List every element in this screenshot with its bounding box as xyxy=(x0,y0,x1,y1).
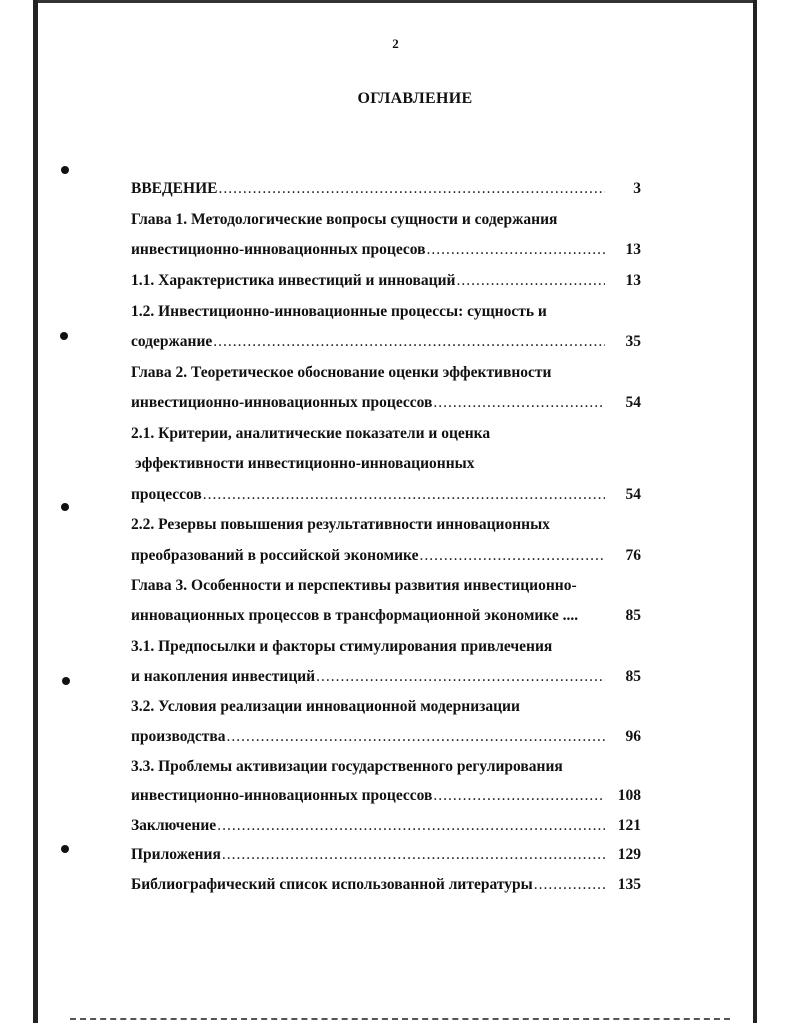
toc-entry-section-2-2[interactable]: 2.2. Резервы повышения результативности инновационных xyxy=(131,516,550,533)
toc-entry-conclusion[interactable]: Заключение ..... 121 xyxy=(131,817,641,841)
dot-leader xyxy=(316,668,605,686)
page-border-left xyxy=(33,0,38,1023)
toc-entry-section-3-1[interactable]: 3.1. Предпосылки и факторы стимулирования привлечения xyxy=(131,638,553,655)
toc-page-number: 85 xyxy=(625,607,641,624)
toc-entry-introduction[interactable]: ВВЕДЕНИЕ ..... 3 xyxy=(131,180,641,204)
toc-entry-chapter-1[interactable]: Глава 1. Методологические вопросы сущности и содержания xyxy=(131,211,558,228)
toc-entry-section-1-2[interactable]: 1.2. Инвестиционно-инновационные процессы: сущность и xyxy=(131,303,547,320)
toc-page-number: 129 xyxy=(617,846,641,863)
toc-entry-section-3-3-cont[interactable]: инвестиционно-инновационных процессов ..... 108 xyxy=(131,787,641,811)
toc-entry-section-2-1-cont[interactable]: эффективности инвестиционно-инновационных xyxy=(135,455,475,472)
page-title: ОГЛАВЛЕНИЕ xyxy=(357,90,473,107)
page-border-bottom xyxy=(70,1018,730,1023)
dot-leader xyxy=(217,817,605,835)
toc-entry-section-1-1[interactable]: 1.1. Характеристика инвестиций и инноваций ..... 13 xyxy=(131,272,641,296)
toc-page-number: 135 xyxy=(617,876,641,893)
toc-entry-section-1-2-cont[interactable]: содержание ..... 35 xyxy=(131,333,641,357)
binding-hole-mark xyxy=(61,845,69,853)
toc-entry-section-2-1-end[interactable]: процессов ..... 54 xyxy=(131,486,641,510)
toc-entry-section-3-2[interactable]: 3.2. Условия реализации инновационной модернизации xyxy=(131,698,520,715)
dot-leader xyxy=(222,846,605,864)
dot-leader xyxy=(456,272,605,290)
toc-entry-section-2-1[interactable]: 2.1. Критерии, аналитические показатели и оценка xyxy=(131,425,491,442)
page-border-right xyxy=(753,0,757,1023)
dot-leader xyxy=(534,876,605,894)
toc-entry-appendices[interactable]: Приложения ..... 129 xyxy=(131,846,641,870)
toc-entry-chapter-3[interactable]: Глава 3. Особенности и перспективы развития инвестиционно- xyxy=(131,577,577,594)
toc-page-number: 121 xyxy=(617,817,641,834)
toc-entry-chapter-3-cont[interactable]: инновационных процессов в трансформационной экономике .... 85 xyxy=(131,607,641,624)
toc-entry-chapter-2[interactable]: Глава 2. Теоретическое обоснование оценки эффективности xyxy=(131,364,552,381)
dot-leader xyxy=(433,394,605,412)
toc-page-number: 54 xyxy=(625,394,641,411)
dot-leader xyxy=(427,241,606,259)
binding-hole-mark xyxy=(61,503,69,511)
binding-hole-mark xyxy=(61,166,69,174)
toc-page-number: 35 xyxy=(625,333,641,350)
toc-entry-chapter-2-cont[interactable]: инвестиционно-инновационных процессов ..... 54 xyxy=(131,394,641,418)
binding-hole-mark xyxy=(60,332,68,340)
toc-page-number: 108 xyxy=(617,787,641,804)
dot-leader xyxy=(203,486,605,504)
dot-leader xyxy=(226,728,605,746)
toc-page-number: 13 xyxy=(625,241,641,258)
toc-page-number: 13 xyxy=(625,272,641,289)
toc-page-number: 3 xyxy=(633,180,641,197)
toc-entry-bibliography[interactable]: Библиографический список использованной литературы ..... 135 xyxy=(131,876,641,900)
toc-entry-section-3-1-cont[interactable]: и накопления инвестиций ..... 85 xyxy=(131,668,641,692)
page-number: 2 xyxy=(392,36,399,51)
toc-page-number: 76 xyxy=(625,547,641,564)
dot-leader xyxy=(218,180,605,198)
page-border-top xyxy=(33,0,757,3)
toc-page-number: 85 xyxy=(625,668,641,685)
binding-hole-mark xyxy=(62,677,70,685)
dot-leader xyxy=(419,547,605,565)
toc-page-number: 54 xyxy=(625,486,641,503)
toc-entry-chapter-1-cont[interactable]: инвестиционно-инновационных процесов ..... 13 xyxy=(131,241,641,265)
toc-entry-section-3-2-cont[interactable]: производства ..... 96 xyxy=(131,728,641,752)
toc-entry-section-3-3[interactable]: 3.3. Проблемы активизации государственного регулирования xyxy=(131,758,563,775)
dot-leader xyxy=(213,333,605,351)
toc-entry-section-2-2-cont[interactable]: преобразований в российской экономике ..... 76 xyxy=(131,547,641,571)
toc-page-number: 96 xyxy=(625,728,641,745)
dot-leader xyxy=(433,787,605,805)
